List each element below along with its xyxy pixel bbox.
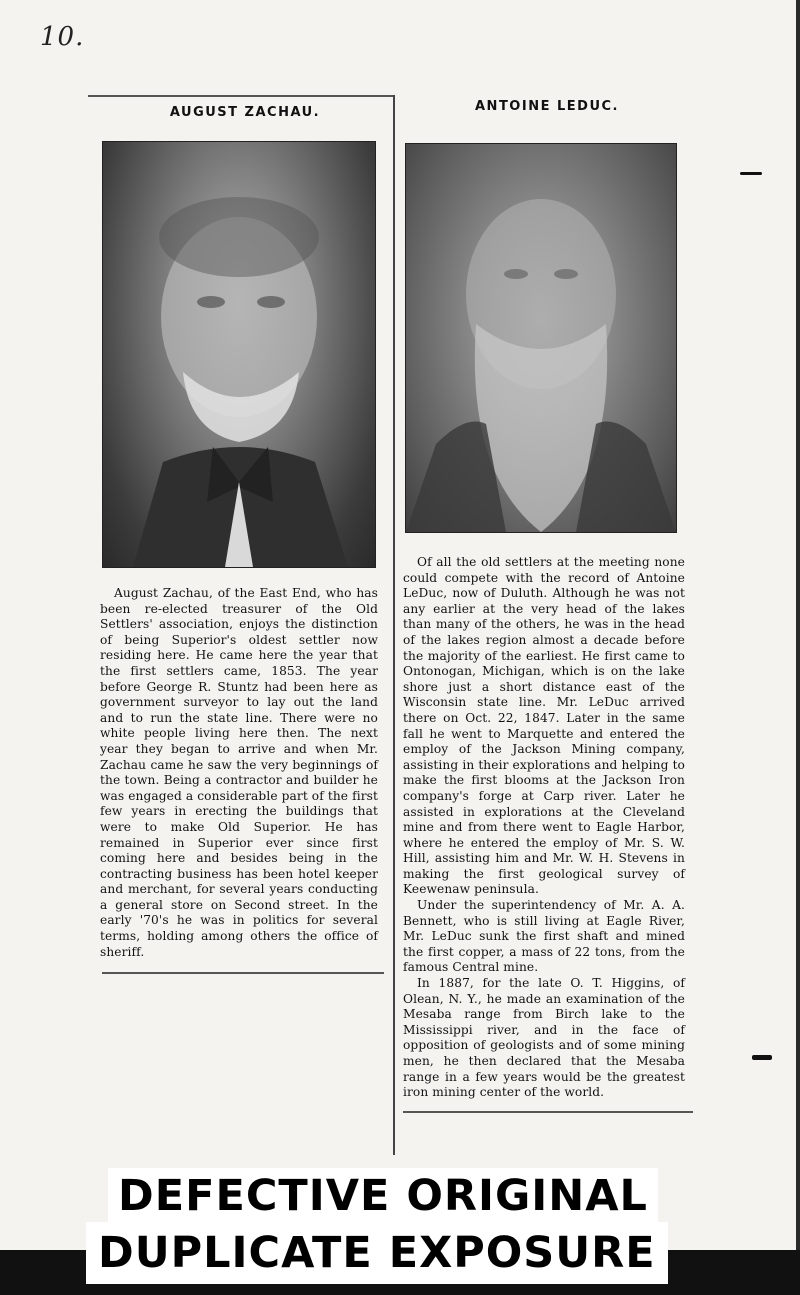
article-paragraph: August Zachau, of the East End, who has been re-elected treasurer of the Old Settlers' association, enjoys the distinction of being Superior's oldest settler now residing here. He came here the year that the first settlers came, 1853. The year before George R. Stuntz had been here as government surveyor to lay out the land and to run the state line. There were no white people living here then. The next year they began to arrive and when Mr. Zachau came he saw the very beginnings of the town. Being a contractor and builder he was engaged a considerable part of the first few years in erecting the buildings that were to make Old Superior. He has remained in Superior ever since first coming here and besides being in the contracting business has been hotel keeper and merchant, for several years conducting a general store on Second street. In the early '70's he was in politics for several terms, holding among others the office of sheriff.: [100, 586, 378, 959]
article-end-rule: [102, 972, 384, 974]
margin-mark: [740, 172, 762, 175]
column-divider: [393, 95, 395, 1155]
article-end-rule: [403, 1111, 693, 1113]
duplicate-exposure-stamp: DUPLICATE EXPOSURE: [86, 1222, 668, 1284]
article-text: [100, 586, 378, 960]
portrait-photo: [405, 143, 677, 533]
article-paragraph: Of all the old settlers at the meeting none could compete with the record of Antoine LeDuc, now of Duluth. Although he was not any earlier at the very head of the lakes than many of the others, he was in the head of the lakes region almost a decade before the majority of the earliest. He first came to Ontonogan, Michigan, which is on the lake shore just a short distance east of the Wisconsin state line. Mr. LeDuc arrived there on Oct. 22, 1847. Later in the same fall he went to Marquette and entered the employ of the Jackson Mining company, assisting in their explorations and helping to make the first blooms at the Jackson Iron company's forge at Carp river. Later he assisted in explorations at the Cleveland mine and from there went to Eagle Harbor, where he entered the employ of Mr. S. W. Hill, assisting him and Mr. W. H. Stevens in making the first geological survey of Keewenaw peninsula.: [403, 555, 685, 897]
defective-original-stamp: DEFECTIVE ORIGINAL: [108, 1168, 658, 1224]
handwritten-page-number: 10.: [40, 22, 85, 52]
portrait-figure: [406, 144, 676, 532]
headline: AUGUST ZACHAU.: [169, 105, 321, 120]
article-paragraph: Under the superintendency of Mr. A. A. Bennett, who is still living at Eagle River, Mr. LeDuc sunk the first shaft and mined the first copper, a mass of 22 tons, from the famous Central mine.: [403, 898, 685, 975]
portrait-photo: [102, 141, 376, 568]
article-paragraph: In 1887, for the late O. T. Higgins, of Olean, N. Y., he made an examination of the Mesaba range from Birch lake to the Mississippi river, and in the face of opposition of geologists and of some mining men, he then declared that the Mesaba range in a few years would be the greatest iron mining center of the world.: [403, 976, 685, 1100]
margin-mark: [752, 1055, 772, 1060]
headline: ANTOINE LEDUC.: [475, 99, 619, 114]
article-text: [403, 555, 685, 1101]
portrait-figure: [103, 142, 375, 567]
page-edge-shadow: [796, 0, 800, 1295]
article-antoine-leduc: [397, 95, 697, 1113]
article-august-zachau: [92, 95, 392, 974]
